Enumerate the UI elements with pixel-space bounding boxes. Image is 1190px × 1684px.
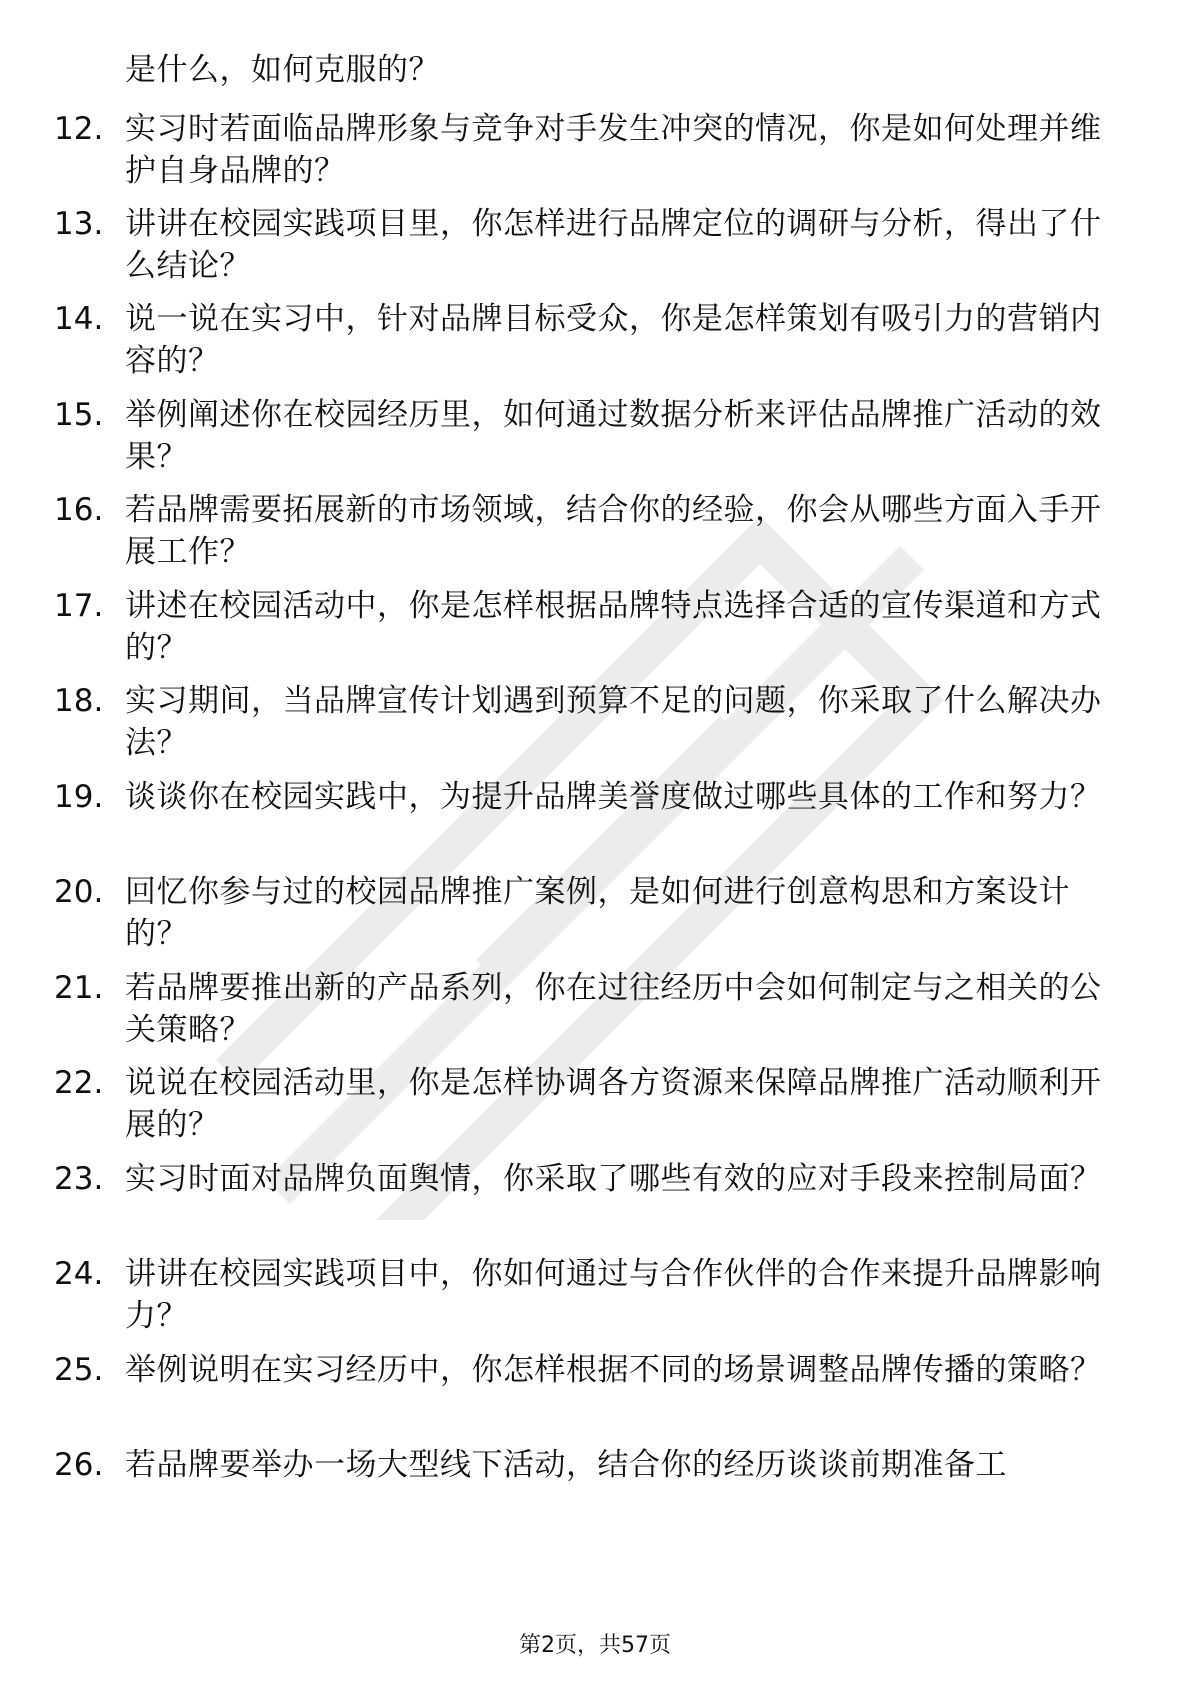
question-number: 14. [54, 301, 104, 337]
question-text: 说说在校园活动里，你是怎样协调各方资源来保障品牌推广活动顺利开展的？ [125, 1065, 1102, 1143]
question-text: 说一说在实习中，针对品牌目标受众，你是怎样策划有吸引力的营销内容的？ [125, 301, 1102, 379]
question-text: 是什么，如何克服的？ [125, 52, 440, 88]
question-number: 13. [54, 206, 104, 242]
question-text: 举例阐述你在校园经历里，如何通过数据分析来评估品牌推广活动的效果？ [125, 397, 1102, 475]
question-number: 24. [54, 1256, 104, 1292]
question-text: 若品牌要举办一场大型线下活动，结合你的经历谈谈前期准备工 [125, 1447, 1007, 1483]
question-text: 谈谈你在校园实践中，为提升品牌美誉度做过哪些具体的工作和努力？ [125, 779, 1102, 815]
question-number: 19. [54, 779, 104, 815]
question-number: 16. [54, 492, 104, 528]
question-number: 23. [54, 1161, 104, 1197]
question-text: 若品牌要推出新的产品系列，你在过往经历中会如何制定与之相关的公关策略？ [125, 970, 1102, 1048]
question-number: 12. [54, 111, 104, 147]
question-number: 18. [54, 683, 104, 719]
question-number: 22. [54, 1065, 104, 1101]
question-text: 实习时面对品牌负面舆情，你采取了哪些有效的应对手段来控制局面？ [125, 1161, 1102, 1197]
question-text: 若品牌需要拓展新的市场领域，结合你的经验，你会从哪些方面入手开展工作？ [125, 492, 1102, 570]
question-number: 21. [54, 970, 104, 1006]
question-text: 讲讲在校园实践项目里，你怎样进行品牌定位的调研与分析，得出了什么结论？ [125, 206, 1102, 284]
question-text: 回忆你参与过的校园品牌推广案例，是如何进行创意构思和方案设计的？ [125, 874, 1070, 952]
question-text: 讲讲在校园实践项目中，你如何通过与合作伙伴的合作来提升品牌影响力？ [125, 1256, 1102, 1334]
question-text: 举例说明在实习经历中，你怎样根据不同的场景调整品牌传播的策略？ [125, 1352, 1102, 1388]
question-number: 20. [54, 874, 104, 910]
question-number: 17. [54, 588, 104, 624]
question-text: 实习期间，当品牌宣传计划遇到预算不足的问题，你采取了什么解决办法？ [125, 683, 1102, 761]
question-number: 26. [54, 1447, 104, 1483]
question-number: 15. [54, 397, 104, 433]
question-text: 讲述在校园活动中，你是怎样根据品牌特点选择合适的宣传渠道和方式的？ [125, 588, 1102, 666]
question-text: 实习时若面临品牌形象与竞争对手发生冲突的情况，你是如何处理并维护自身品牌的？ [125, 111, 1102, 189]
question-number: 25. [54, 1352, 104, 1388]
page-footer: 第2页，共57页 [519, 1633, 671, 1658]
